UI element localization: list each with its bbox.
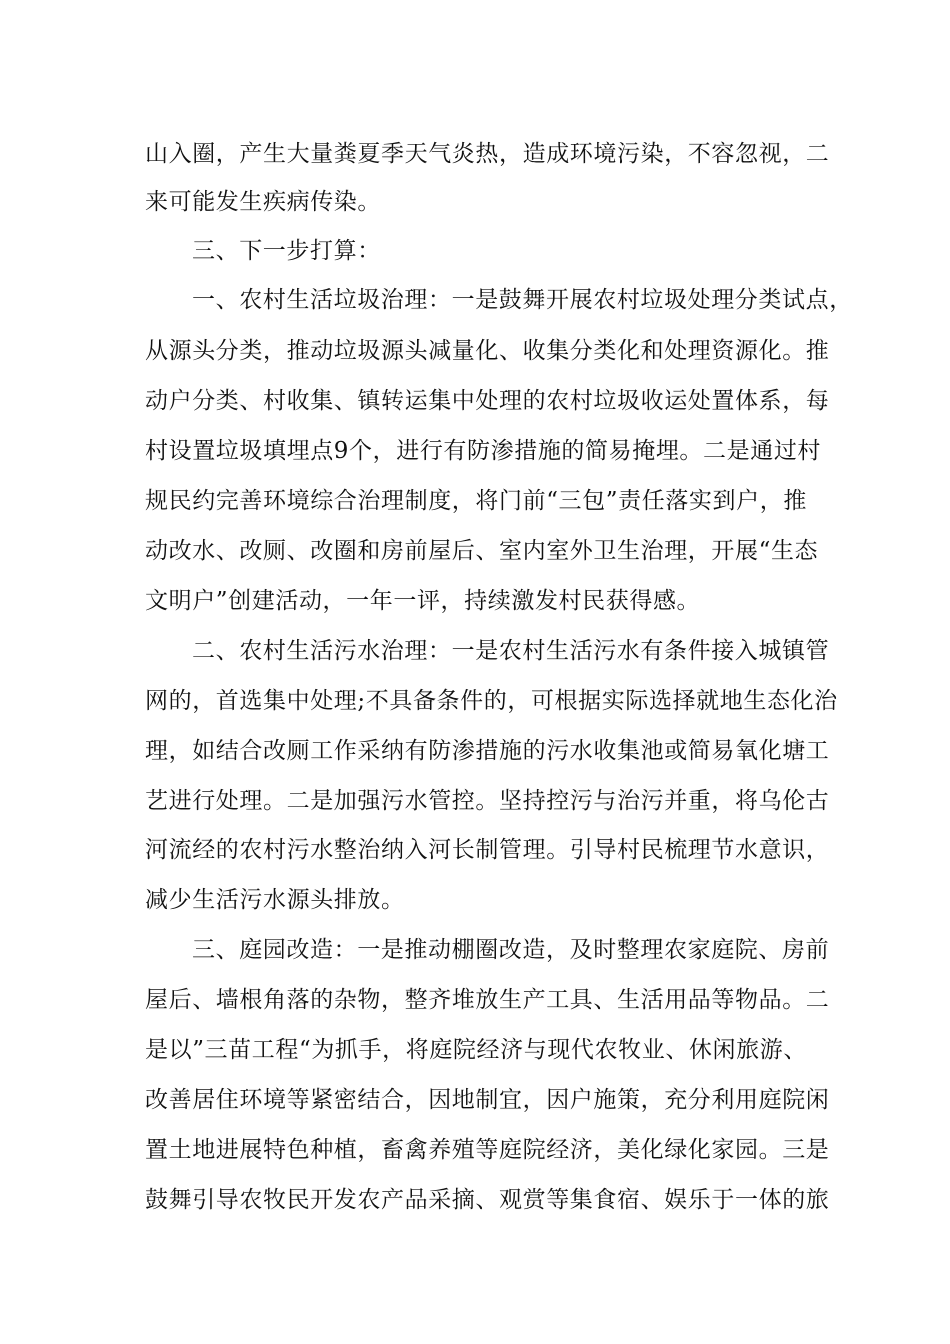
text-line: 减少生活污水源头排放。: [145, 887, 405, 913]
text-line: 理，如结合改厕工作采纳有防渗措施的污水收集池或简易氧化塘工: [145, 738, 830, 764]
section-heading: 三、下一步打算：: [192, 238, 381, 264]
text-line: 置土地进展特色种植，畜禽养殖等庭院经济，美化绿化家园。三是: [145, 1137, 830, 1163]
text-line: 村设置垃圾填埋点9个，进行有防渗措施的简易掩埋。二是通过村: [145, 438, 822, 464]
text-line: 从源头分类，推动垃圾源头减量化、收集分类化和处理资源化。推: [145, 338, 830, 364]
text-line: 规民约完善环境综合治理制度，将门前“三包”责任落实到户，推: [145, 488, 807, 514]
text-line: 屋后、墙根角落的杂物，整齐堆放生产工具、生活用品等物品。二: [145, 987, 830, 1013]
paragraph-start: 二、农村生活污水治理：一是农村生活污水有条件接入城镇管: [192, 638, 830, 664]
text-line: 动改水、改厕、改圈和房前屋后、室内室外卫生治理，开展“生态: [145, 538, 819, 564]
text-line: 是以”三苗工程“为抓手，将庭院经济与现代农牧业、休闲旅游、: [145, 1037, 807, 1063]
text-line: 河流经的农村污水整治纳入河长制管理。引导村民梳理节水意识，: [145, 837, 830, 863]
text-line: 艺进行处理。二是加强污水管控。坚持控污与治污并重，将乌伦古: [145, 788, 830, 814]
text-line: 文明户”创建活动，一年一评，持续激发村民获得感。: [145, 588, 701, 614]
text-line: 网的，首选集中处理;不具备条件的，可根据实际选择就地生态化治: [145, 688, 838, 714]
text-line: 改善居住环境等紧密结合，因地制宜，因户施策，充分利用庭院闲: [145, 1087, 830, 1113]
text-line: 山入圈，产生大量粪夏季天气炎热，造成环境污染，不容忽视，二: [145, 141, 830, 167]
text-line: 鼓舞引导农牧民开发农产品采摘、观赏等集食宿、娱乐于一体的旅: [145, 1187, 830, 1213]
text-line: 来可能发生疾病传染。: [145, 189, 381, 215]
text-line: 动户分类、村收集、镇转运集中处理的农村垃圾收运处置体系，每: [145, 388, 830, 414]
paragraph-start: 一、农村生活垃圾治理：一是鼓舞开展农村垃圾处理分类试点，: [192, 287, 853, 313]
paragraph-start: 三、庭园改造：一是推动棚圈改造，及时整理农家庭院、房前: [192, 937, 830, 963]
